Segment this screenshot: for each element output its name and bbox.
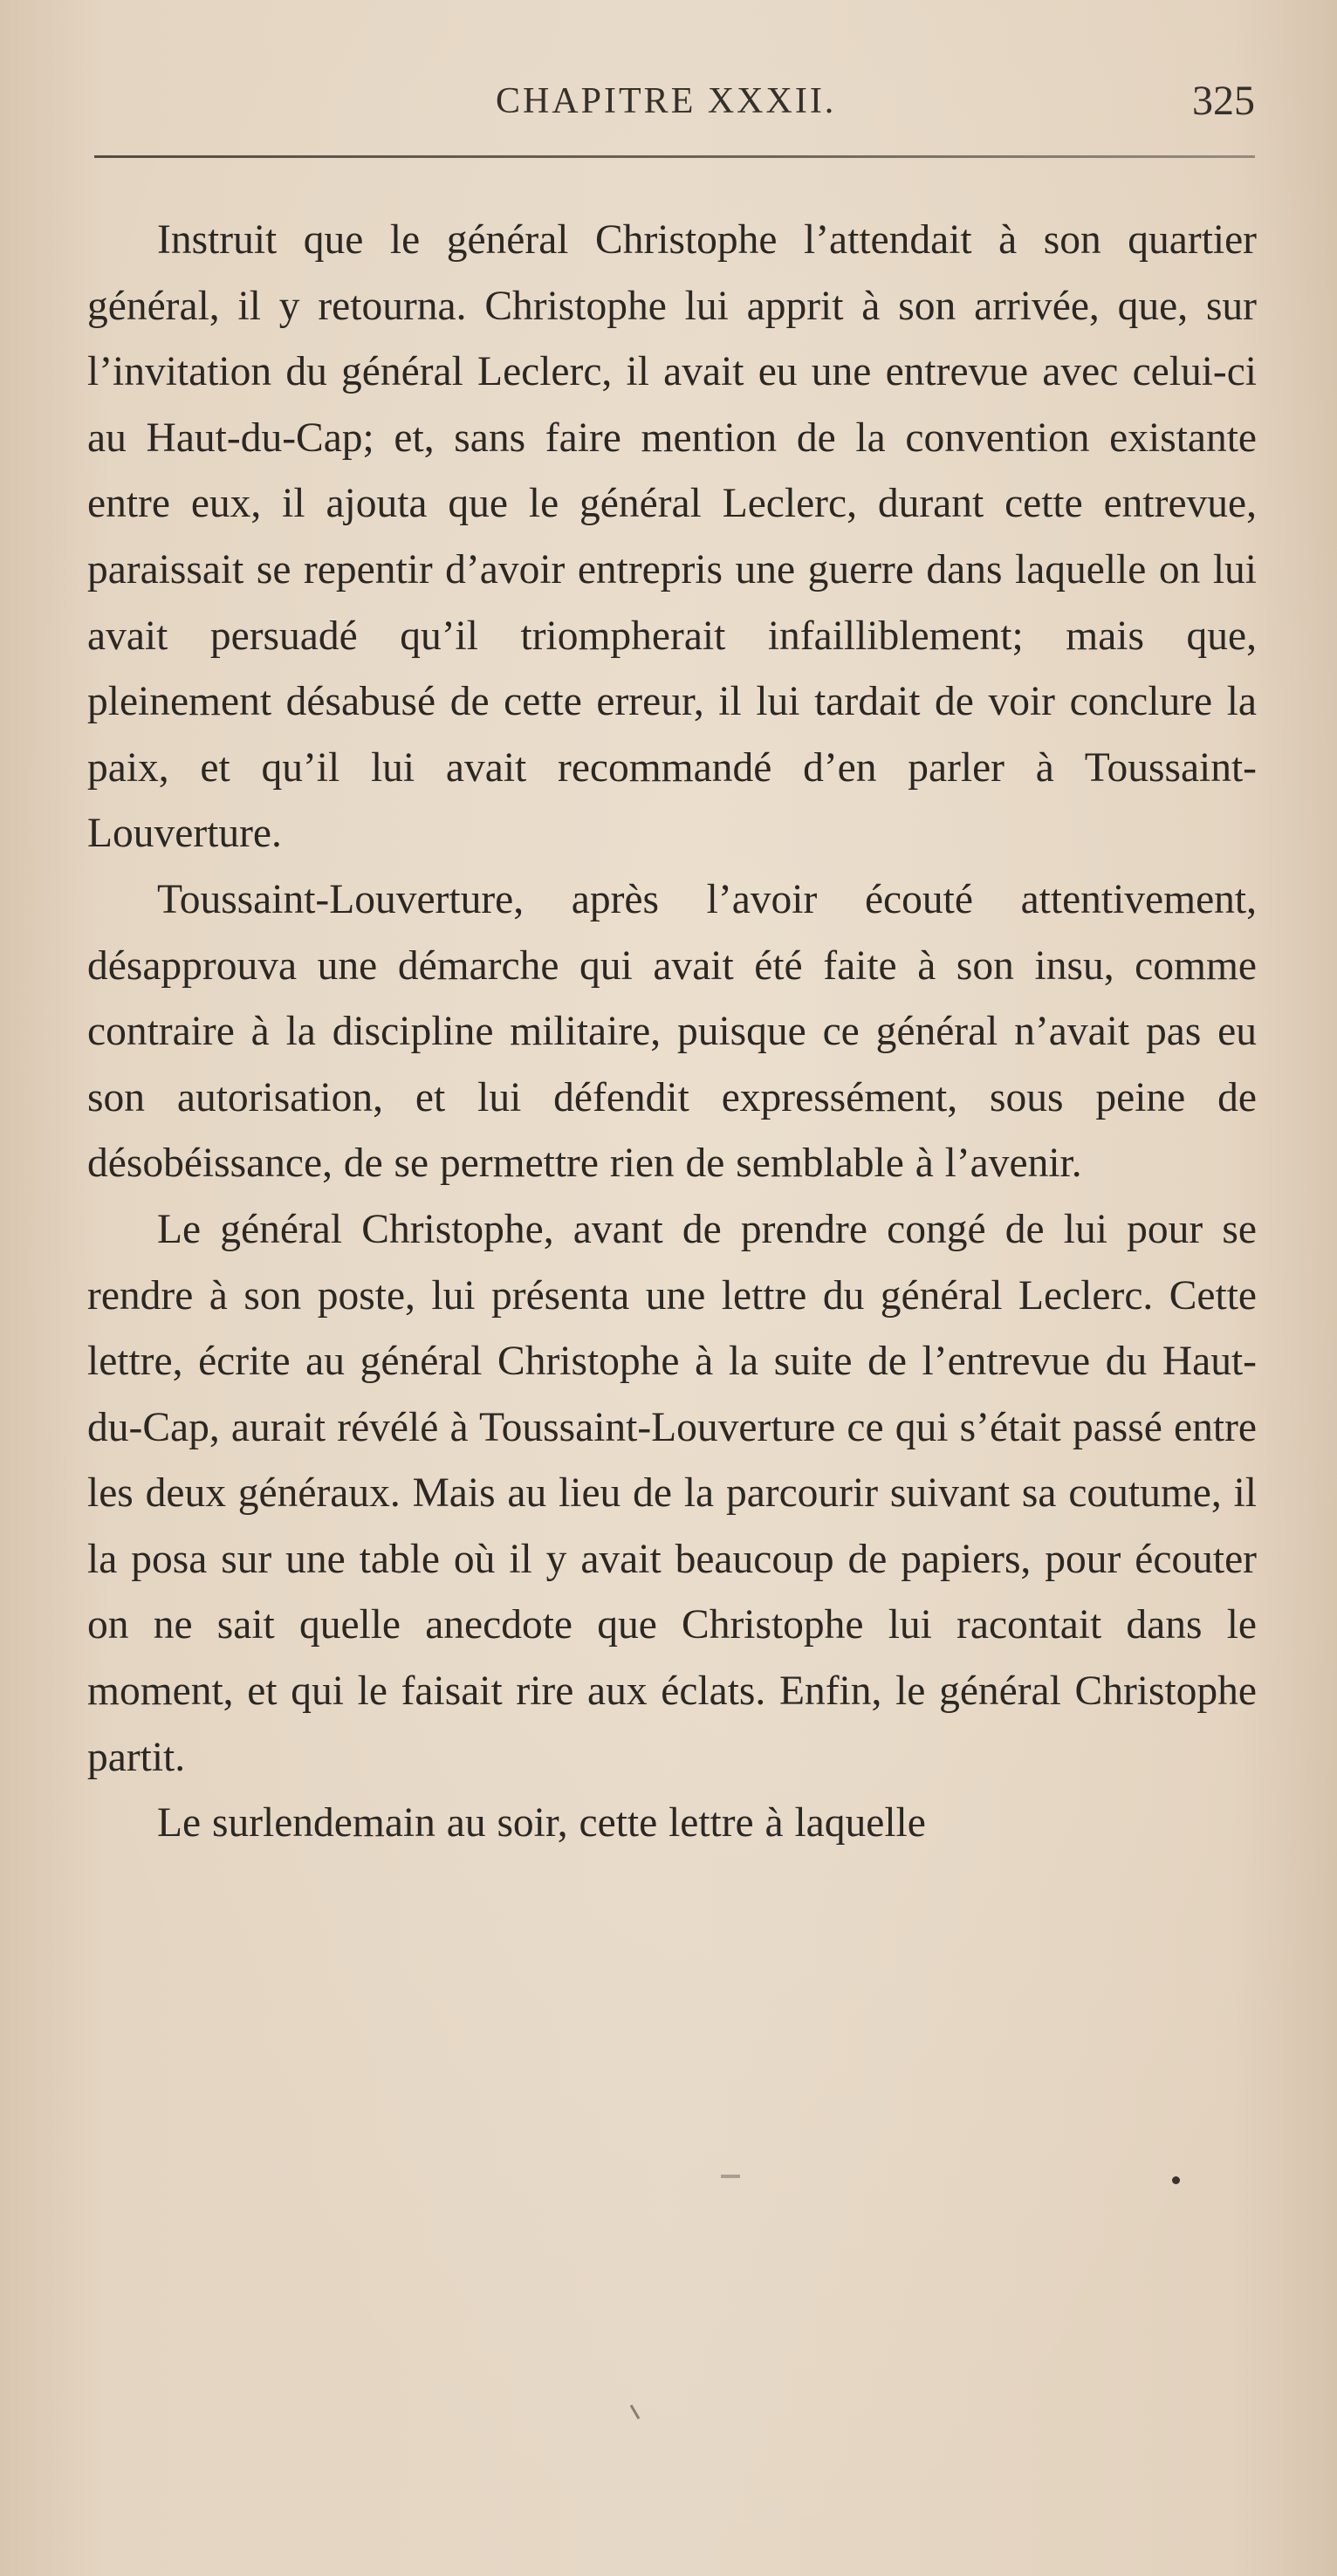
header-rule [94,155,1255,158]
paragraph: Toussaint-Louverture, après l’avoir écouté attentivement, désapprouva une démarche qui avait été faite à son insu, comme contraire à la discipline militaire, puisque ce général n’avait pas eu son autorisation, et lui défendit expressément, sous peine de désobéissance, de se permettre rien de semblable à l’avenir. [87,876,1257,1187]
paragraph: Le surlendemain au soir, cette lettre à laquelle [157,1800,926,1846]
ink-speck [1172,2176,1180,2184]
ink-smudge [721,2175,740,2178]
running-title: CHAPITRE XXXII. [496,81,837,121]
body-text [87,208,1257,1857]
page-number: 325 [1192,78,1255,124]
ink-stroke [630,2404,641,2419]
paragraph: Instruit que le général Christophe l’attendait à son quartier général, il y retourna. Christophe lui apprit à son arrivée, que, sur l’invitation du général Leclerc, il avait eu une entrevue avec celui-ci au Haut-du-Cap; et, sans faire mention de la convention existante entre eux, il ajouta que le général Leclerc, durant cette entrevue, paraissait se repentir d’avoir entrepris une guerre dans laquelle on lui avait persuadé qu’il triompherait infailliblement; mais que, pleinement désabusé de cette erreur, il lui tardait de voir conclure la paix, et qu’il lui avait recommandé d’en parler à Toussaint-Louverture. [87,217,1257,857]
running-head [94,80,1255,133]
paragraph: Le général Christophe, avant de prendre congé de lui pour se rendre à son poste, lui présenta une lettre du général Leclerc. Cette lettre, écrite au général Christophe à la suite de l’entrevue du Haut-du-Cap, aurait révélé à Toussaint-Louverture ce qui s’était passé entre les deux généraux. Mais au lieu de la parcourir suivant sa coutume, il la posa sur une table où il y avait beaucoup de papiers, pour écouter on ne sait quelle anecdote que Christophe lui racontait dans le moment, et qui le faisait rire aux éclats. Enfin, le général Christophe partit. [87,1206,1257,1780]
